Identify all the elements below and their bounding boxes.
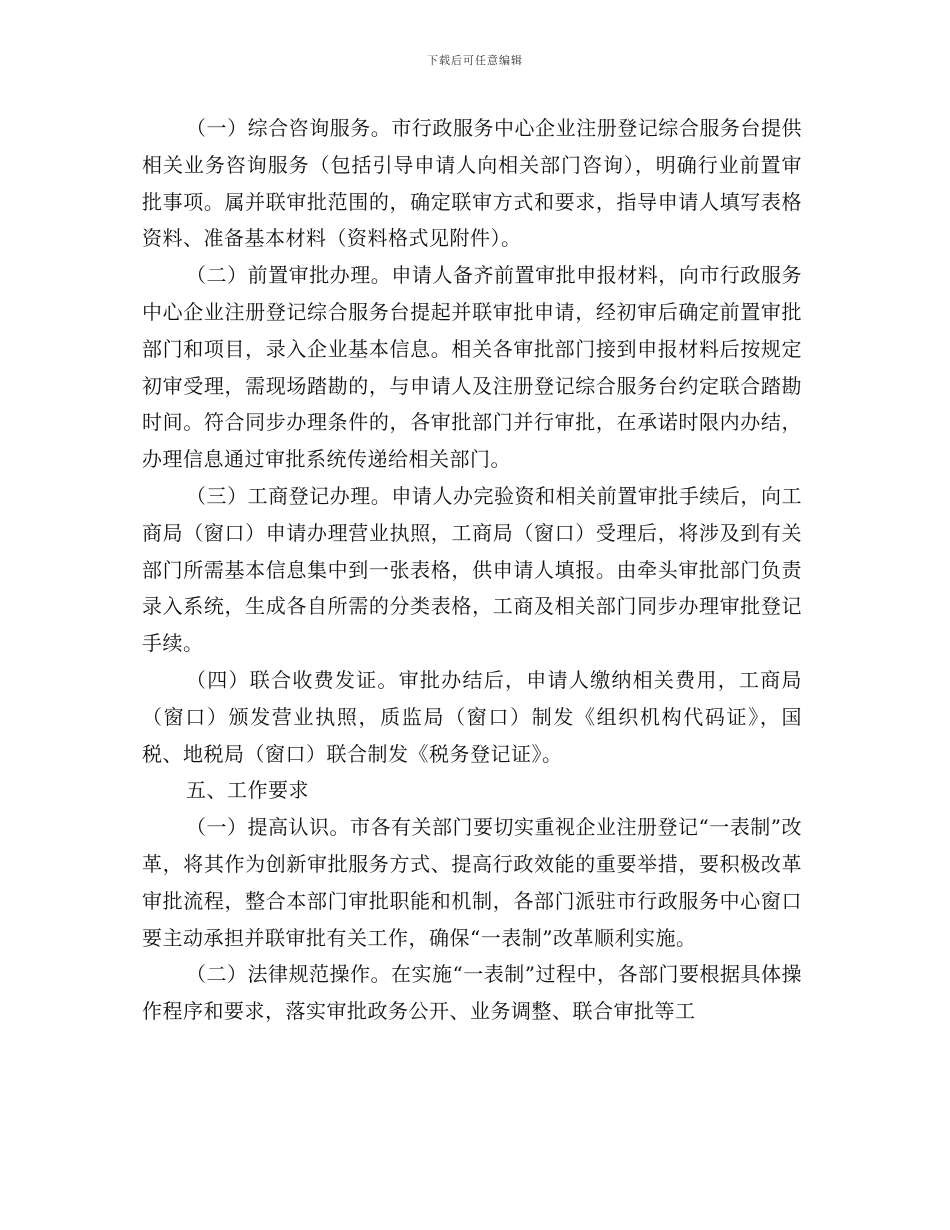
paragraph-comprehensive-consulting: （一）综合咨询服务。市行政服务中心企业注册登记综合服务台提供相关业务咨询服务（包括引导申请人向相关部门咨询），明确行业前置审批事项。属并联审批范围的，确定联审方式和要求，指导申请人填写表格资料、准备基本材料（资料格式见附件）。 <box>142 116 802 251</box>
paragraph-raise-awareness: （一）提高认识。市各有关部门要切实重视企业注册登记“一表制”改革，将其作为创新审批服务方式、提高行政效能的重要举措，要积极改革审批流程，整合本部门审批职能和机制，各部门派驻市行政服务中心窗口要主动承担并联审批有关工作，确保“一表制”改革顺利实施。 <box>142 815 802 950</box>
paragraph-joint-fee-certificate: （四）联合收费发证。审批办结后，申请人缴纳相关费用，工商局（窗口）颁发营业执照，质监局（窗口）制发《组织机构代码证》，国税、地税局（窗口）联合制发《税务登记证》。 <box>142 667 802 766</box>
paragraph-legal-operation: （二）法律规范操作。在实施“一表制”过程中，各部门要根据具体操作程序和要求，落实审批政务公开、业务调整、联合审批等工 <box>142 962 802 1024</box>
section-heading-work-requirements: 五、工作要求 <box>186 778 309 803</box>
document-body <box>142 110 802 1030</box>
paragraph-business-registration: （三）工商登记办理。申请人办完验资和相关前置审批手续后，向工商局（窗口）申请办理营业执照，工商局（窗口）受理后，将涉及到有关部门所需基本信息集中到一张表格，供申请人填报。由牵头审批部门负责录入系统，生成各自所需的分类表格，工商及相关部门同步办理审批登记手续。 <box>142 483 802 656</box>
paragraph-pre-approval: （二）前置审批办理。申请人备齐前置审批申报材料，向市行政服务中心企业注册登记综合服务台提起并联审批申请，经初审后确定前置审批部门和项目，录入企业基本信息。相关各审批部门接到申报材料后按规定初审受理，需现场踏勘的，与申请人及注册登记综合服务台约定联合踏勘时间。符合同步办理条件的，各审批部门并行审批，在承诺时限内办结，办理信息通过审批系统传递给相关部门。 <box>142 263 802 472</box>
page-header: 下载后可任意编辑 <box>427 54 523 67</box>
